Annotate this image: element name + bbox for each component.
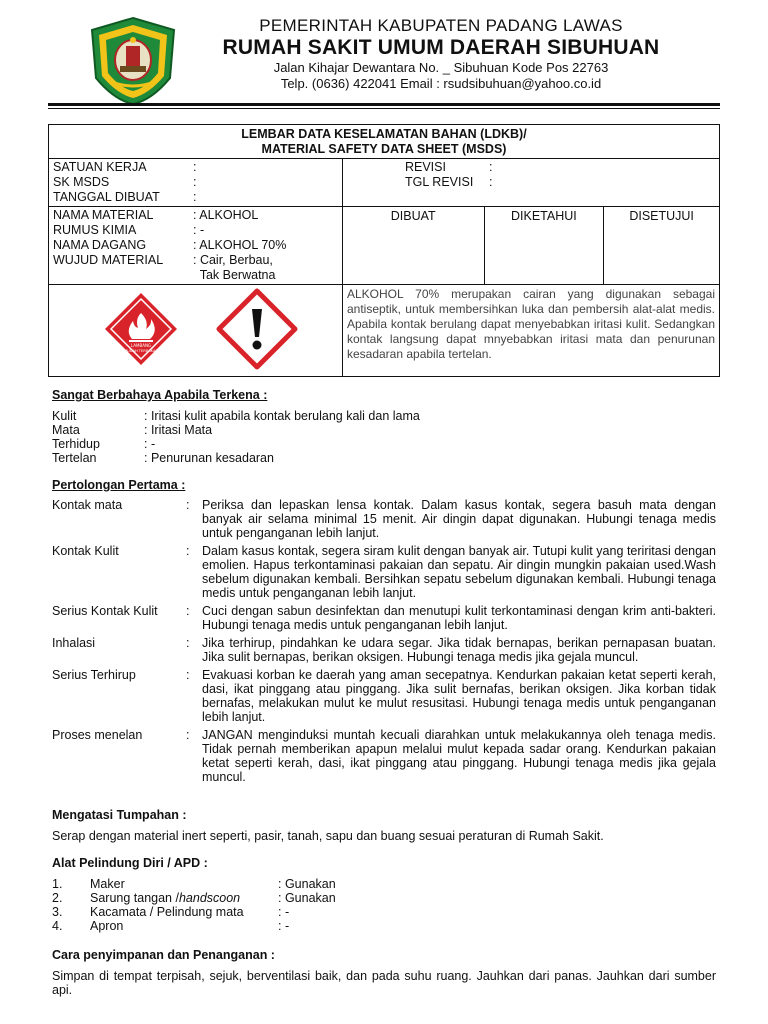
ppe-label [90, 905, 278, 919]
material-description: ALKOHOL 70% merupakan cairan yang digunakan sebagai antiseptik, untuk membersihkan luka dan pembersih alat-alat medis. Apabila kontak berulang dapat menyebabkan iritasi kulit. Sedangkan kontak langsung dapat mnyebabkan iritasi mata dan penurunan kesadaran apabila tertelan. [342, 285, 719, 377]
ppe-label-text: Apron [90, 919, 124, 933]
storage-section [52, 948, 716, 997]
first-aid-label: Serius Kontak Kulit [52, 604, 158, 618]
first-aid-text: JANGAN menginduksi muntah kecuali diarahkan untuk melakukannya oleh tenaga medis. Tidak pernah memberikan apapun melalui mulut kepada sadar orang. Kendurkan pakaian ketat seperti kerah, dasi, ikat pinggang atau pinggang. Hubungi tenaga medis jika gejala muncul. [202, 728, 716, 784]
ppe-num: 4. [52, 919, 63, 933]
flammable-icon [105, 293, 177, 365]
meta-value: : [488, 175, 493, 189]
material-value: : Cair, Berbau, [193, 253, 273, 267]
ppe-item [52, 877, 716, 891]
meta-left [49, 159, 343, 207]
first-aid-label: Serius Terhirup [52, 668, 136, 682]
first-aid-label: Inhalasi [52, 636, 96, 650]
material-label: WUJUD MATERIAL [53, 253, 164, 267]
meta-value: : [193, 190, 197, 204]
hazard-label: Mata [52, 423, 80, 437]
first-aid-title: Pertolongan Pertama : [52, 478, 186, 492]
meta-value: : [488, 160, 493, 174]
sign-known [484, 207, 604, 285]
ppe-item [52, 905, 716, 919]
hazard-label: Tertelan [52, 451, 97, 465]
first-aid-item: Serius Kontak Kulit : Cuci dengan sabun desinfektan dan menutupi kulit terkontaminasi dengan krim anti-bakteri. Hubungi tenaga medis untuk penganganan lebih lanjut. [52, 604, 716, 632]
meta-value: : [193, 175, 197, 189]
hospital-name: RUMAH SAKIT UMUM DAERAH SIBUHUAN [222, 36, 660, 59]
flammable-label-1: LAMBANG [130, 343, 152, 348]
hazard-value: : Iritasi Mata [144, 423, 213, 437]
sign-header: DIKETAHUI [510, 209, 577, 223]
material-value: : - [193, 223, 205, 237]
hazard-label: Terhidup [52, 437, 100, 451]
ppe-item [52, 891, 716, 905]
spill-section [52, 808, 716, 843]
first-aid-label: Kontak mata [52, 498, 123, 512]
meta-label: SATUAN KERJA [53, 160, 147, 174]
hazard-section [52, 388, 716, 465]
spill-title: Mengatasi Tumpahan : [52, 808, 187, 822]
title-line-2: MATERIAL SAFETY DATA SHEET (MSDS) [261, 142, 507, 156]
material-value: Tak Berwatna [193, 268, 276, 282]
first-aid-item: Inhalasi : Jika terhirup, pindahkan ke udara segar. Jika tidak bernapas, berikan pernapasan buatan. Jika sulit bernapas, berikan oksigen. Hubungi tenaga medis jika gejala muncul. [52, 636, 716, 664]
first-aid-item: Kontak mata : Periksa dan lepaskan lensa kontak. Dalam kasus kontak, segera basuh mata dengan banyak air selama minimal 15 menit. Air dingin dapat digunakan. Hubungi tenaga medis untuk penganganan lebih lanjut. [52, 498, 716, 540]
ppe-item [52, 919, 716, 933]
ppe-label-italic: handscoon [178, 891, 241, 905]
material-label: NAMA MATERIAL [53, 208, 154, 222]
regency-logo-icon [90, 16, 176, 106]
hospital-address: Jalan Kihajar Dewantara No. _ Sibuhuan Kode Pos 22763 [273, 60, 609, 75]
sign-header: DISETUJUI [629, 209, 694, 223]
material-value: : ALKOHOL 70% [193, 238, 287, 252]
ppe-label [90, 919, 278, 933]
storage-title: Cara penyimpanan dan Penanganan : [52, 948, 275, 962]
meta-label: SK MSDS [53, 175, 110, 189]
ppe-title: Alat Pelindung Diri / APD : [52, 856, 208, 870]
ppe-label-text: Maker [90, 877, 125, 891]
meta-label: REVISI [404, 160, 446, 174]
material-label [53, 268, 193, 283]
first-aid-section [52, 478, 716, 788]
meta-right [342, 159, 719, 207]
letterhead-divider [48, 103, 720, 106]
ppe-label-text: Kacamata / Pelindung mata [90, 905, 244, 919]
spill-text: Serap dengan material inert seperti, pasir, tanah, sapu dan buang sesuai peraturan di Rumah Sakit. [52, 829, 604, 843]
material-label: NAMA DAGANG [53, 238, 147, 252]
material-value: : ALKOHOL [193, 208, 259, 222]
ppe-value: : - [278, 905, 290, 919]
first-aid-text: Dalam kasus kontak, segera siram kulit dengan banyak air. Tutupi kulit yang teriritasi dengan emolien. Hapus terkontaminasi pakaian dan sepatu. Air dingin mungkin pakaian used.Wash sebelum digunakan kembali. Bersihkan sepatu sebelum digunakan kembali. Hubungi tenaga medis untuk penganganan lebih lanjut. [202, 544, 716, 600]
government-name: PEMERINTAH KABUPATEN PADANG LAWAS [259, 16, 623, 35]
exclamation-hazard-icon [219, 291, 295, 367]
sign-header: DIBUAT [390, 209, 436, 223]
ppe-value: : Gunakan [278, 891, 336, 905]
hazard-pictograms [49, 285, 343, 377]
sign-made [342, 207, 484, 285]
hazard-item [52, 409, 716, 423]
hazard-item [52, 451, 716, 465]
material-info [49, 207, 343, 285]
first-aid-text: Jika terhirup, pindahkan ke udara segar. Jika tidak bernapas, berikan pernapasan buatan. Jika sulit bernapas, berikan oksigen. Hubungi tenaga medis jika gejala muncul. [202, 636, 716, 664]
meta-value: : [193, 160, 197, 174]
ppe-num: 1. [52, 877, 63, 891]
first-aid-text: Evakuasi korban ke daerah yang aman secepatnya. Kendurkan pakaian ketat seperti kerah, dasi, ikat pinggang atau pinggang. Jika sulit bernafas, berikan oksigen. Jika korban tidak bernafas, melakukan mulut ke mulut resusitasi. Hubungi tenaga medis untuk penganganan lebih lanjut. [202, 668, 716, 724]
first-aid-text: Periksa dan lepaskan lensa kontak. Dalam kasus kontak, segera basuh mata dengan banyak air selama minimal 15 menit. Air dingin dapat digunakan. Hubungi tenaga medis untuk penganganan lebih lanjut. [202, 498, 716, 540]
hazard-value: : Iritasi kulit apabila kontak berulang kali dan lama [144, 409, 420, 423]
msds-header-table [48, 124, 720, 377]
letterhead [0, 0, 768, 112]
first-aid-label: Proses menelan [52, 728, 143, 742]
ppe-num: 2. [52, 891, 63, 905]
meta-label: TGL REVISI [404, 175, 474, 189]
first-aid-item: Serius Terhirup : Evakuasi korban ke daerah yang aman secepatnya. Kendurkan pakaian ketat seperti kerah, dasi, ikat pinggang atau pinggang. Jika sulit bernafas, berikan oksigen. Jika korban tidak bernafas, melakukan mulut ke mulut resusitasi. Hubungi tenaga medis untuk penganganan lebih lanjut. [52, 668, 716, 724]
hazard-value: : Penurunan kesadaran [144, 451, 274, 465]
first-aid-item: Proses menelan : JANGAN menginduksi muntah kecuali diarahkan untuk melakukannya oleh tenaga medis. Tidak pernah memberikan apapun melalui mulut kepada sadar orang. Kendurkan pakaian ketat seperti kerah, dasi, ikat pinggang atau pinggang. Hubungi tenaga medis jika gejala muncul. [52, 728, 716, 784]
first-aid-text: Cuci dengan sabun desinfektan dan menutupi kulit terkontaminasi dengan krim anti-bakteri. Hubungi tenaga medis untuk penganganan lebih lanjut. [202, 604, 716, 632]
meta-label: TANGGAL DIBUAT [53, 190, 160, 204]
ppe-value: : Gunakan [278, 877, 336, 891]
document-title [49, 125, 720, 159]
title-line-1: LEMBAR DATA KESELAMATAN BAHAN (LDKB)/ [241, 127, 527, 141]
hazard-item [52, 437, 716, 451]
sign-approved [604, 207, 720, 285]
ppe-value: : - [278, 919, 290, 933]
ppe-label [90, 891, 278, 905]
letterhead-divider-thin [48, 108, 720, 109]
pictogram-set [49, 285, 341, 373]
first-aid-label: Kontak Kulit [52, 544, 119, 558]
hazard-item [52, 423, 716, 437]
ppe-num: 3. [52, 905, 63, 919]
hazard-value: : - [144, 437, 156, 451]
ppe-section [52, 856, 716, 933]
hospital-contact: Telp. (0636) 422041 Email : rsudsibuhuan@yahoo.co.id [280, 76, 602, 91]
hazard-title: Sangat Berbahaya Apabila Terkena : [52, 388, 268, 402]
ppe-label [90, 877, 278, 891]
hazard-label: Kulit [52, 409, 77, 423]
first-aid-item: Kontak Kulit : Dalam kasus kontak, segera siram kulit dengan banyak air. Tutupi kulit yang teriritasi dengan emolien. Hapus terkontaminasi pakaian dan sepatu. Air dingin mungkin pakaian used.Wash sebelum digunakan kembali. Bersihkan sepatu sebelum digunakan kembali. Hubungi tenaga medis untuk penganganan lebih lanjut. [52, 544, 716, 600]
material-label: RUMUS KIMIA [53, 223, 137, 237]
storage-text: Simpan di tempat terpisah, sejuk, berventilasi baik, dan pada suhu ruang. Jauhkan dari panas. Jauhkan dari sumber api. [52, 969, 716, 997]
ppe-label-text: Sarung tangan / [90, 891, 179, 905]
flammable-label-2: MUDAH TERBAKAR [124, 349, 158, 353]
